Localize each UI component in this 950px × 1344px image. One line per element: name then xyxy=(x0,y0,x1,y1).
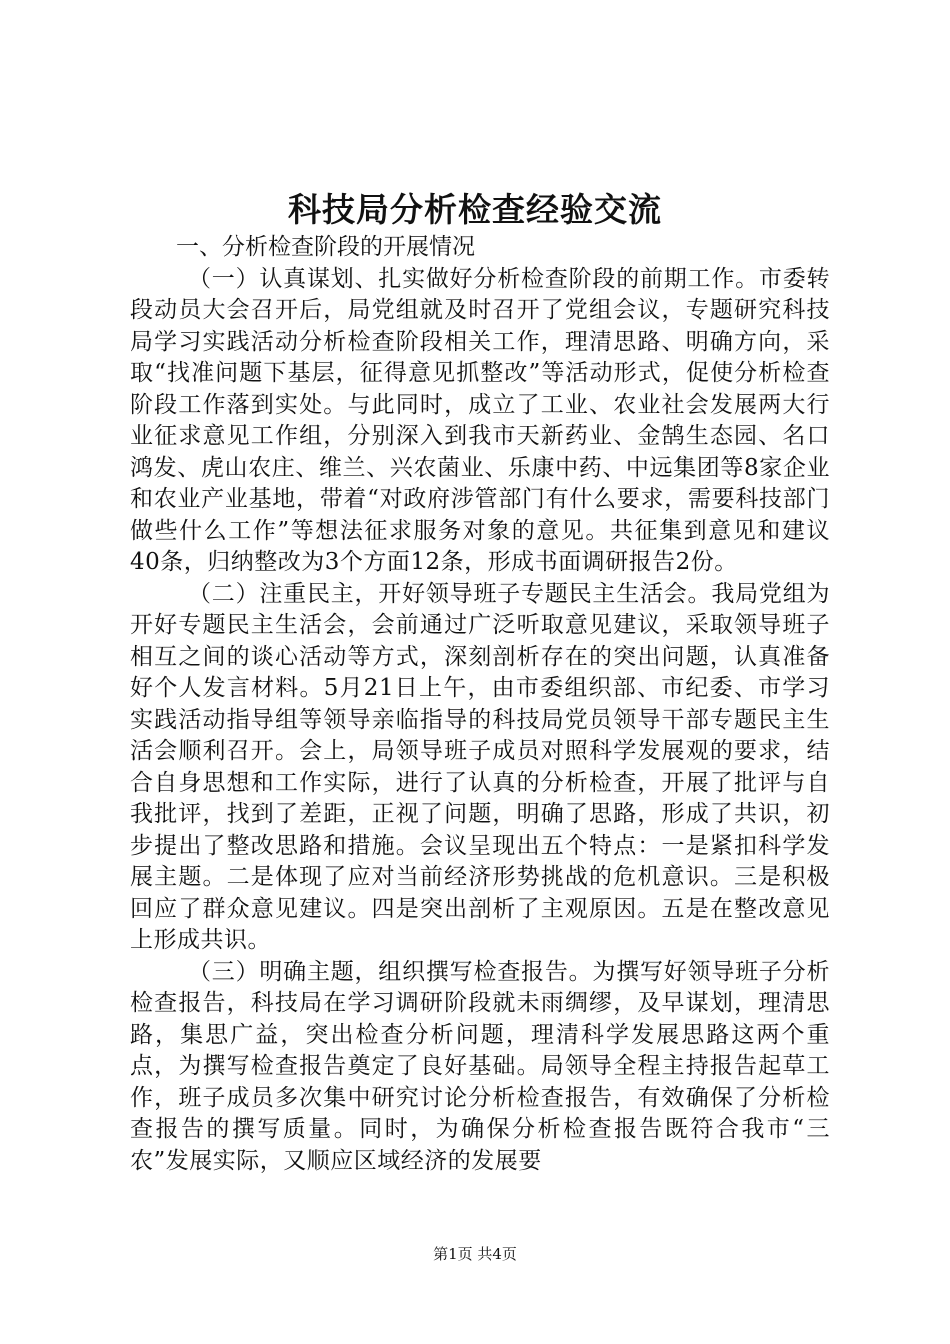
section-heading: 一、分析检查阶段的开展情况 xyxy=(176,234,475,260)
document-title: 科技局分析检查经验交流 xyxy=(288,190,662,229)
paragraph-3: （三）明确主题，组织撰写检查报告。为撰写好领导班子分析检查报告，科技局在学习调研阶段就未雨绸缪，及早谋划，理清思路，集思广益，突出检查分析问题，理清科学发展思路这两个重点，为撰写检查报告奠定了良好基础。局领导全程主持报告起草工作，班子成员多次集中研究讨论分析检查报告，有效确保了分析检查报告的撰写质量。同时，为确保分析检查报告既符合我市“三农”发展实际，又顺应区域经济的发展要 xyxy=(130,958,830,1174)
page-footer: 第1页 共4页 xyxy=(433,1245,517,1263)
document-body xyxy=(130,232,830,1177)
paragraph-2: （二）注重民主，开好领导班子专题民主生活会。我局党组为开好专题民主生活会，会前通过广泛听取意见建议，采取领导班子相互之间的谈心活动等方式，深刻剖析存在的突出问题，认真准备好个人发言材料。5月21日上午，由市委组织部、市纪委、市学习实践活动指导组等领导亲临指导的科技局党员领导干部专题民主生活会顺利召开。会上，局领导班子成员对照科学发展观的要求，结合自身思想和工作实际，进行了认真的分析检查，开展了批评与自我批评，找到了差距，正视了问题，明确了思路，形成了共识，初步提出了整改思路和措施。会议呈现出五个特点：一是紧扣科学发展主题。二是体现了应对当前经济形势挑战的危机意识。三是积极回应了群众意见建议。四是突出剖析了主观原因。五是在整改意见上形成共识。 xyxy=(130,580,830,953)
paragraph-1: （一）认真谋划、扎实做好分析检查阶段的前期工作。市委转段动员大会召开后，局党组就及时召开了党组会议，专题研究科技局学习实践活动分析检查阶段相关工作，理清思路、明确方向，采取“找准问题下基层，征得意见抓整改”等活动形式，促使分析检查阶段工作落到实处。与此同时，成立了工业、农业社会发展两大行业征求意见工作组，分别深入到我市天新药业、金鹄生态园、名口鸿发、虎山农庄、维兰、兴农菌业、乐康中药、中远集团等8家企业和农业产业基地，带着“对政府涉管部门有什么要求，需要科技部门做些什么工作”等想法征求服务对象的意见。共征集到意见和建议40条，归纳整改为3个方面12条，形成书面调研报告2份。 xyxy=(130,265,830,575)
